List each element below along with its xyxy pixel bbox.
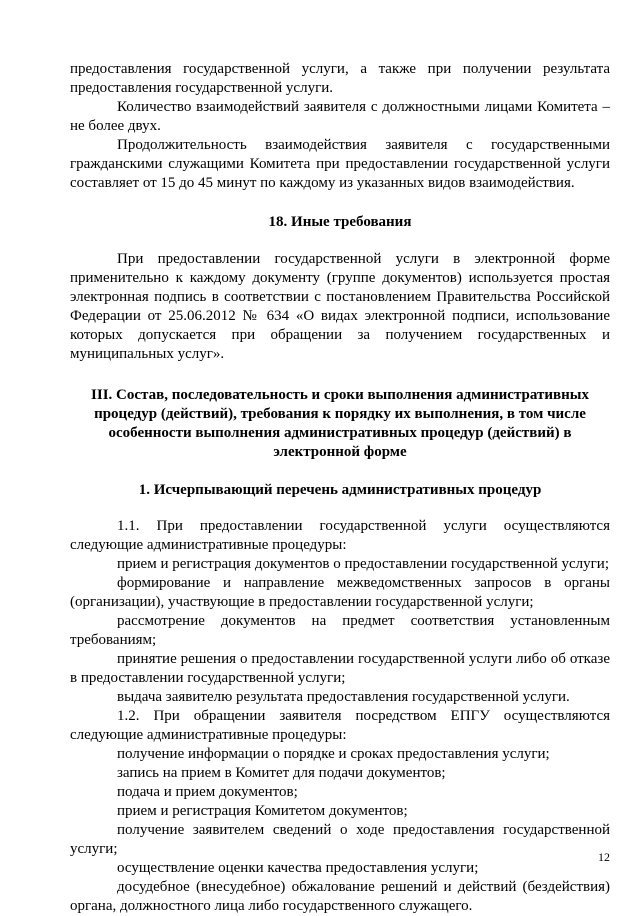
paragraph-continuation: предоставления государственной услуги, а также при получении результата предоставления государственной услуги. [70,61,610,96]
list-item: прием и регистрация Комитетом документов; [117,803,408,819]
list-item: запись на прием в Комитет для подачи документов; [117,765,446,781]
list-item: принятие решения о предоставлении государственной услуги либо об отказе в предоставлении государственной услуги; [70,651,610,686]
list-item: досудебное (внесудебное) обжалование решений и действий (бездействия) органа, должностного лица либо государственного служащего. [70,879,610,914]
list-item: получение заявителем сведений о ходе предоставления государственной услуги; [70,822,610,857]
page-number: 12 [598,850,610,864]
list-item: подача и прием документов; [117,784,298,800]
list-item: выдача заявителю результата предоставления государственной услуги. [117,689,570,705]
list-item: формирование и направление межведомственных запросов в органы (организации), участвующие в предоставлении государственной услуги; [70,575,610,610]
list-item: осуществление оценки качества предоставления услуги; [117,860,479,876]
list-item: прием и регистрация документов о предоставлении государственной услуги; [117,556,610,572]
subheading-procedures-list: 1. Исчерпывающий перечень административных процедур [138,482,542,498]
paragraph-electronic-signature: При предоставлении государственной услуги в электронной форме применительно к каждому документу (группе документов) используется простая электронная подпись в соответствии с постановлением Правительства Российской Федерации от 25.06.2012 № 634 «О видах электронной подписи, использование которых допускается при обращении за получением государственных и муниципальных услуг». [70,251,610,362]
heading-other-requirements: 18. Иные требования [268,214,412,230]
list-item: 1.2. При обращении заявителя посредством ЕПГУ осуществляются следующие административные процедуры: [70,708,610,743]
page-content [70,60,610,916]
list-item: рассмотрение документов на предмет соответствия установленным требованиям; [70,613,610,648]
paragraph-interaction-duration: Продолжительность взаимодействия заявителя с государственными гражданскими служащими Комитета при предоставлении государственной услуги составляет от 15 до 45 минут по каждому из указанных видов взаимодействия. [70,137,610,191]
list-item: 1.1. При предоставлении государственной услуги осуществляются следующие административные процедуры: [70,518,610,553]
paragraph-interactions-count: Количество взаимодействий заявителя с должностными лицами Комитета – не более двух. [70,99,610,134]
list-item: получение информации о порядке и сроках предоставления услуги; [117,746,550,762]
section-heading-iii: III. Состав, последовательность и сроки выполнения административных процедур (действий), требования к порядку их выполнения, в том числе особенности выполнения административных процедур (действий) в электронной форме [91,387,589,460]
